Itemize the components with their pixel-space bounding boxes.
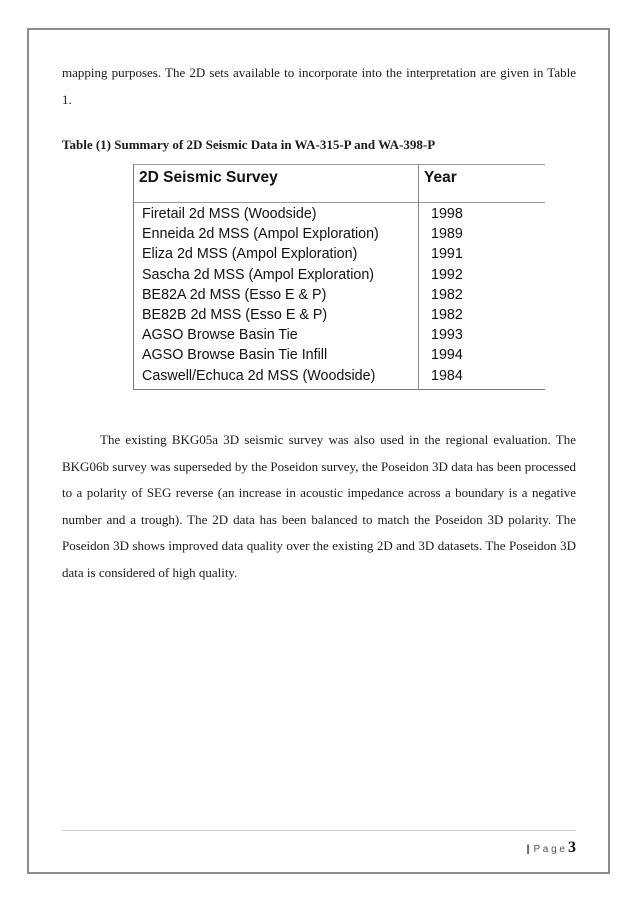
- survey-cell: BE82A 2d MSS (Esso E & P): [142, 286, 327, 303]
- table-row: [133, 367, 545, 387]
- table-row: [133, 245, 545, 265]
- table-row: [133, 306, 545, 326]
- survey-cell: AGSO Browse Basin Tie: [142, 327, 298, 344]
- page-label: P a g e: [533, 844, 565, 855]
- seismic-survey-table: [133, 164, 545, 390]
- header-year: Year: [424, 169, 457, 186]
- year-cell: 1989: [431, 226, 463, 243]
- survey-cell: AGSO Browse Basin Tie Infill: [142, 347, 328, 364]
- table-row: [133, 286, 545, 306]
- header-survey: 2D Seismic Survey: [139, 169, 278, 186]
- year-cell: 1992: [431, 266, 463, 283]
- intro-paragraph: mapping purposes. The 2D sets available to incorporate into the interpretation are given in Table 1.: [62, 65, 576, 107]
- table-row: [133, 205, 545, 225]
- table-header-rule: [133, 202, 545, 203]
- survey-cell: Caswell/Echuca 2d MSS (Woodside): [142, 367, 376, 384]
- table-bottom-rule: [133, 389, 545, 390]
- survey-cell: Firetail 2d MSS (Woodside): [142, 206, 317, 222]
- survey-cell: Sascha 2d MSS (Ampol Exploration): [142, 266, 375, 283]
- year-cell: 1993: [431, 327, 463, 344]
- table-row: [133, 266, 545, 286]
- table-caption: Table (1) Summary of 2D Seismic Data in WA-315-P and WA-398-P: [62, 137, 436, 152]
- year-cell: 1998: [431, 206, 463, 222]
- year-cell: 1991: [431, 246, 463, 263]
- page-footer: [527, 839, 576, 857]
- table-row: [133, 346, 545, 366]
- year-cell: 1994: [431, 347, 463, 364]
- page-number: 3: [568, 839, 576, 856]
- footer-rule: [62, 830, 576, 831]
- table-body: [133, 205, 545, 387]
- year-cell: 1982: [431, 286, 463, 303]
- survey-cell: Enneida 2d MSS (Ampol Exploration): [142, 226, 379, 243]
- table-row: [133, 326, 545, 346]
- table-row: [133, 225, 545, 245]
- survey-cell: BE82B 2d MSS (Esso E & P): [142, 306, 328, 323]
- footer-separator: |: [526, 844, 530, 855]
- year-cell: 1982: [431, 306, 463, 323]
- year-cell: 1984: [431, 367, 463, 384]
- table-top-rule: [133, 164, 545, 165]
- evaluation-paragraph: The existing BKG05a 3D seismic survey was also used in the regional evaluation. The BKG06b survey was superseded by the Poseidon survey, the Poseidon 3D data has been processed to a polarity of SEG reverse (an increase in acoustic impedance across a boundary is a negative number and a trough). The 2D data has been balanced to match the Poseidon 3D polarity. The Poseidon 3D shows improved data quality over the existing 2D and 3D datasets. The Poseidon 3D data is considered of high quality.: [62, 432, 576, 580]
- survey-cell: Eliza 2d MSS (Ampol Exploration): [142, 246, 358, 263]
